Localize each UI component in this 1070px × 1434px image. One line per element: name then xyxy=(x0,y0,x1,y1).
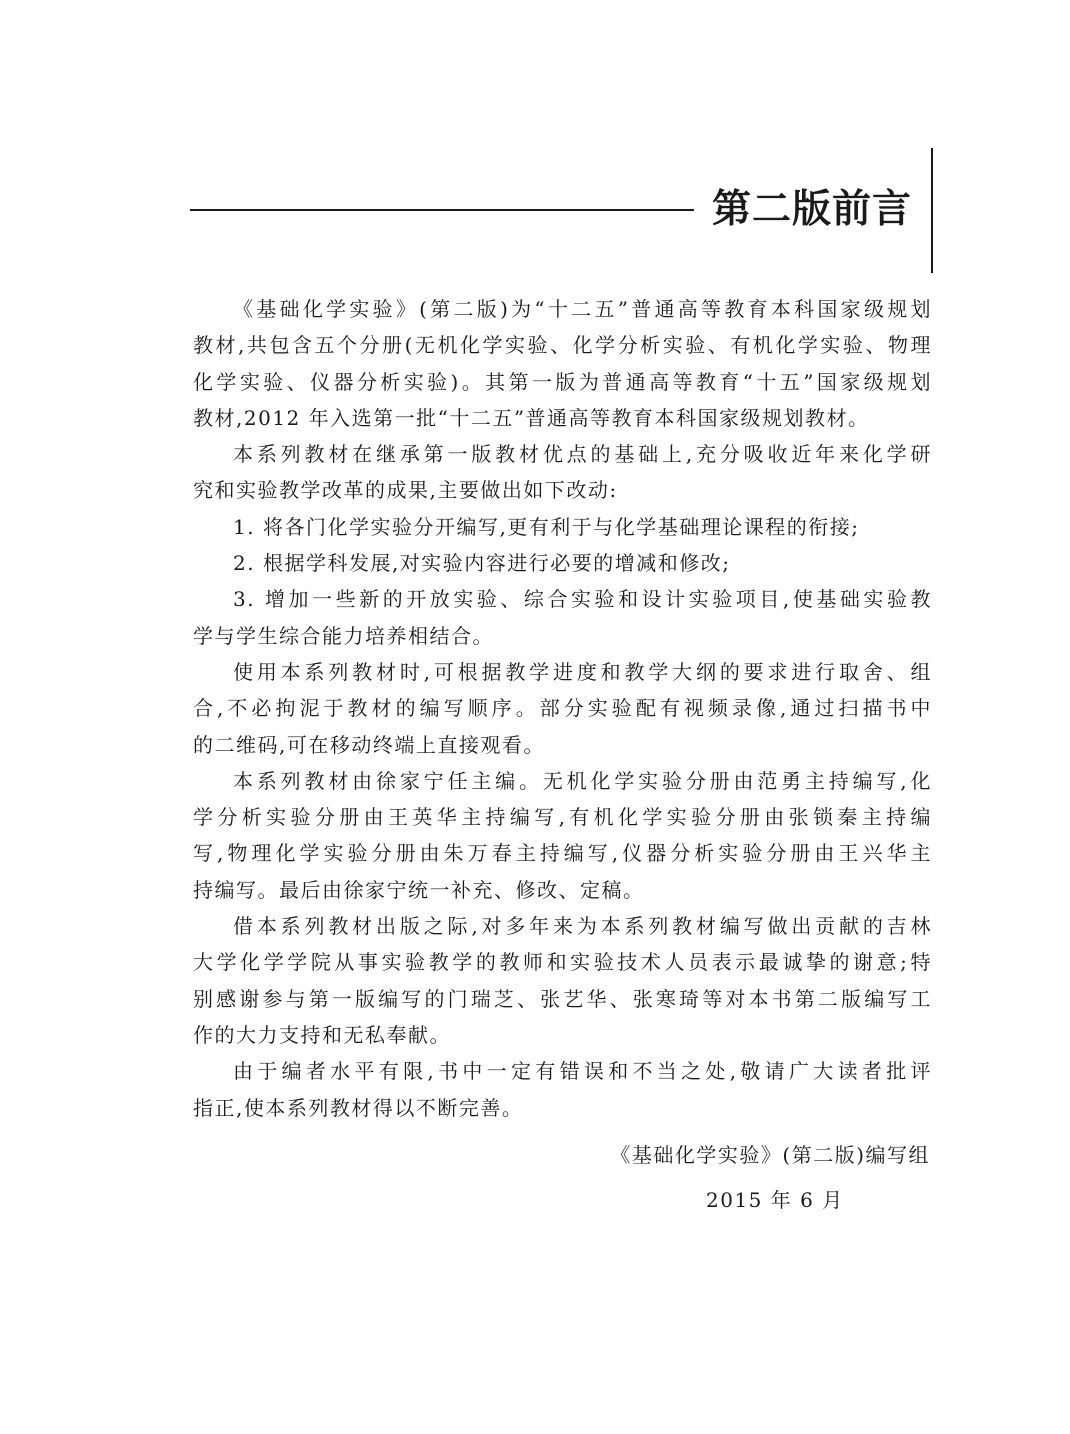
text-line: 2. 根据学科发展,对实验内容进行必要的增减和修改; xyxy=(233,551,731,576)
text-line: 持编写。最后由徐家宁统一补充、修改、定稿。 xyxy=(193,877,645,902)
text-line: 本系列教材由徐家宁任主编。无机化学实验分册由范勇主持编写,化 xyxy=(233,768,932,793)
text-line: 作的大力支持和无私奉献。 xyxy=(193,1022,451,1047)
text-line: 由于编者水平有限,书中一定有错误和不当之处,敬请广大读者批评 xyxy=(233,1059,932,1084)
text-line: 学与学生综合能力培养相结合。 xyxy=(193,623,494,648)
text-line: 借本系列教材出版之际,对多年来为本系列教材编写做出贡献的吉林 xyxy=(233,914,932,939)
text-line: 本系列教材在继承第一版教材优点的基础上,充分吸收近年来化学研 xyxy=(233,442,932,467)
preface-body xyxy=(193,291,932,1126)
text-line: 别感谢参与第一版编写的门瑞芝、张艺华、张寒琦等对本书第二版编写工 xyxy=(193,986,932,1011)
text-line: 教材,共包含五个分册(无机化学实验、化学分析实验、有机化学实验、物理 xyxy=(193,333,932,358)
text-line: 3. 增加一些新的开放实验、综合实验和设计实验项目,使基础实验教 xyxy=(233,587,932,612)
paragraph xyxy=(193,436,932,509)
paragraph xyxy=(193,908,932,1053)
paragraph xyxy=(193,291,932,436)
text-line: 大学化学学院从事实验教学的教师和实验技术人员表示最诚挚的谢意;特 xyxy=(193,950,932,975)
title-side-bar xyxy=(931,148,933,273)
paragraph xyxy=(193,654,932,763)
text-line: 究和实验教学改革的成果,主要做出如下改动: xyxy=(193,478,618,503)
paragraph xyxy=(193,763,932,908)
text-line: 合,不必拘泥于教材的编写顺序。部分实验配有视频录像,通过扫描书中 xyxy=(193,696,932,721)
text-line: 教材,2012 年入选第一批“十二五”普通高等教育本科国家级规划教材。 xyxy=(193,405,870,430)
paragraph xyxy=(193,581,932,654)
title-rule xyxy=(190,209,694,211)
text-line: 的二维码,可在移动终端上直接观看。 xyxy=(193,732,545,757)
text-line: 化学实验、仪器分析实验)。其第一版为普通高等教育“十五”国家级规划 xyxy=(193,369,932,394)
text-line: 《基础化学实验》(第二版)为“十二五”普通高等教育本科国家级规划 xyxy=(233,297,932,321)
text-line: 学分析实验分册由王英华主持编写,有机化学实验分册由张锁秦主持编 xyxy=(193,805,932,830)
paragraph xyxy=(193,1053,932,1126)
paragraph xyxy=(193,545,932,581)
page-title: 第二版前言 xyxy=(712,187,913,232)
text-line: 使用本系列教材时,可根据教学进度和教学大纲的要求进行取舍、组 xyxy=(233,659,932,684)
paragraph xyxy=(193,509,932,545)
text-line: 1. 将各门化学实验分开编写,更有利于与化学基础理论课程的衔接; xyxy=(233,514,860,539)
signature-date: 2015 年 6 月 xyxy=(706,1188,844,1212)
text-line: 指正,使本系列教材得以不断完善。 xyxy=(193,1095,524,1120)
text-line: 写,物理化学实验分册由朱万春主持编写,仪器分析实验分册由王兴华主 xyxy=(193,841,932,866)
signature-author: 《基础化学实验》(第二版)编写组 xyxy=(610,1143,930,1167)
